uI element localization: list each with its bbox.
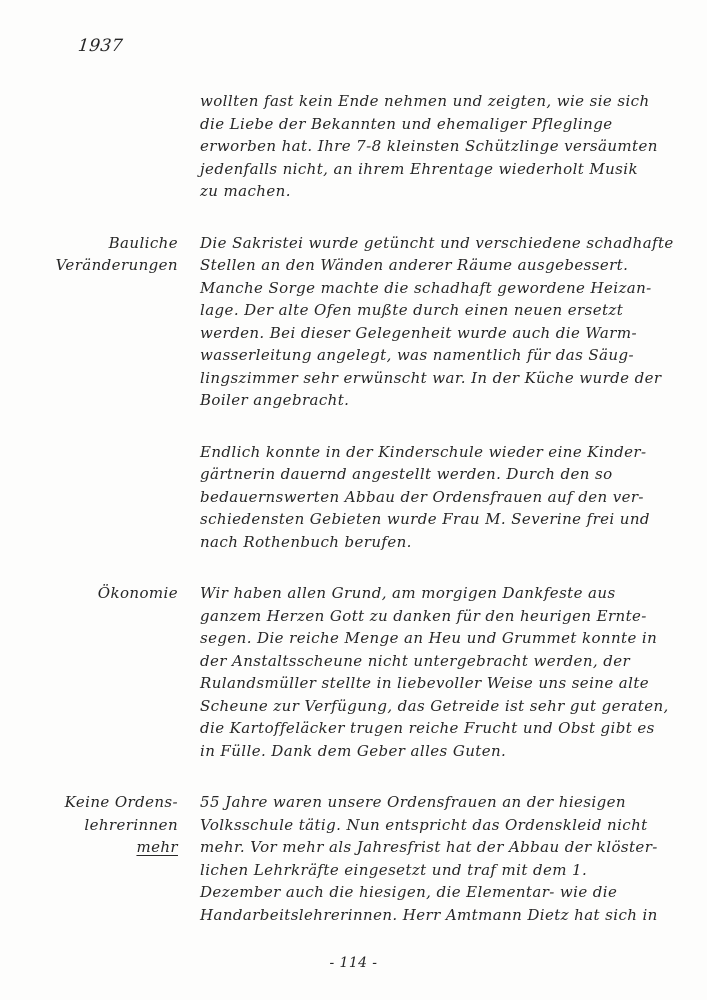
- text-line: schiedensten Gebieten wurde Frau M. Severine frei und: [200, 510, 650, 528]
- text-line: segen. Die reiche Menge an Heu und Grummet konnte in: [200, 629, 658, 647]
- text-line: wollten fast kein Ende nehmen und zeigten, wie sie sich: [200, 92, 650, 110]
- paragraph-text: [200, 791, 670, 926]
- text-line: Die Sakristei wurde getüncht und verschiedene schadhafte: [200, 233, 674, 252]
- text-line: Volksschule tätig. Nun entspricht das Ordenskleid nicht: [200, 815, 648, 834]
- text-line: zu machen.: [200, 182, 291, 200]
- text-line: werden. Bei dieser Gelegenheit wurde auch die Warm-: [200, 323, 637, 342]
- text-line: Manche Sorge machte die schadhaft gewordene Heizan-: [200, 278, 652, 297]
- text-line: die Kartoffeläcker trugen reiche Frucht und Obst gibt es: [200, 719, 655, 737]
- paragraph-text: [200, 582, 670, 762]
- margin-label-line: mehr: [136, 838, 178, 856]
- text-line: Rulandsmüller stellte in liebevoller Weise uns seine alte: [200, 674, 650, 692]
- margin-label-line: Keine Ordens-: [64, 793, 178, 811]
- paragraph: [0, 582, 707, 762]
- text-line: Dezember auch die hiesigen, die Elementar- wie die: [200, 883, 618, 901]
- margin-label: [0, 791, 178, 926]
- margin-label-line: lehrerinnen: [84, 815, 178, 834]
- margin-label: [0, 582, 178, 762]
- paragraph: [0, 232, 707, 412]
- text-line: Boiler angebracht.: [200, 391, 350, 409]
- margin-label: [0, 441, 178, 554]
- text-line: nach Rothenbuch berufen.: [200, 532, 412, 551]
- paragraph-text: [200, 441, 670, 554]
- text-line: 55 Jahre waren unsere Ordensfrauen an der hiesigen: [200, 793, 626, 811]
- page-number: - 114 -: [329, 955, 378, 971]
- paragraph-text: [200, 232, 674, 412]
- paragraph: [0, 90, 707, 203]
- text-line: mehr. Vor mehr als Jahresfrist hat der Abbau der klöster-: [200, 838, 658, 856]
- text-line: Endlich konnte in der Kinderschule wieder eine Kinder-: [200, 442, 647, 461]
- margin-label: [0, 232, 178, 412]
- paragraph: [0, 791, 707, 926]
- text-line: lage. Der alte Ofen mußte durch einen neuen ersetzt: [200, 301, 624, 319]
- text-line: wasserleitung angelegt, was namentlich für das Säug-: [200, 346, 634, 364]
- page-content: [0, 90, 707, 971]
- text-line: der Anstaltsscheune nicht untergebracht werden, der: [200, 651, 631, 670]
- text-line: erworben hat. Ihre 7-8 kleinsten Schützlinge versäumten: [200, 137, 658, 155]
- margin-label-line: Veränderungen: [55, 256, 178, 274]
- paragraph-text: [200, 90, 670, 203]
- text-line: ganzem Herzen Gott zu danken für den heurigen Ernte-: [200, 606, 647, 625]
- text-line: jedenfalls nicht, an ihrem Ehrentage wiederholt Musik: [200, 159, 638, 178]
- paragraph: [0, 441, 707, 554]
- text-line: bedauernswerten Abbau der Ordensfrauen auf den ver-: [200, 487, 644, 506]
- text-line: lichen Lehrkräfte eingesetzt und traf mit dem 1.: [200, 860, 588, 879]
- text-line: Scheune zur Verfügung, das Getreide ist sehr gut geraten,: [200, 696, 669, 715]
- margin-label-line: Ökonomie: [97, 584, 178, 602]
- text-line: gärtnerin dauernd angestellt werden. Durch den so: [200, 465, 613, 483]
- margin-label-line: Bauliche: [108, 233, 178, 252]
- text-line: Stellen an den Wänden anderer Räume ausgebessert.: [200, 256, 629, 274]
- margin-label: [0, 90, 178, 203]
- text-line: Wir haben allen Grund, am morgigen Dankfeste aus: [200, 584, 616, 602]
- text-line: die Liebe der Bekannten und ehemaliger Pfleglinge: [200, 114, 613, 133]
- text-line: lingszimmer sehr erwünscht war. In der Küche wurde der: [200, 368, 662, 387]
- year-label: 1937: [76, 36, 124, 56]
- text-line: in Fülle. Dank dem Geber alles Guten.: [200, 741, 507, 760]
- text-line: Handarbeitslehrerinnen. Herr Amtmann Dietz hat sich in: [200, 905, 658, 924]
